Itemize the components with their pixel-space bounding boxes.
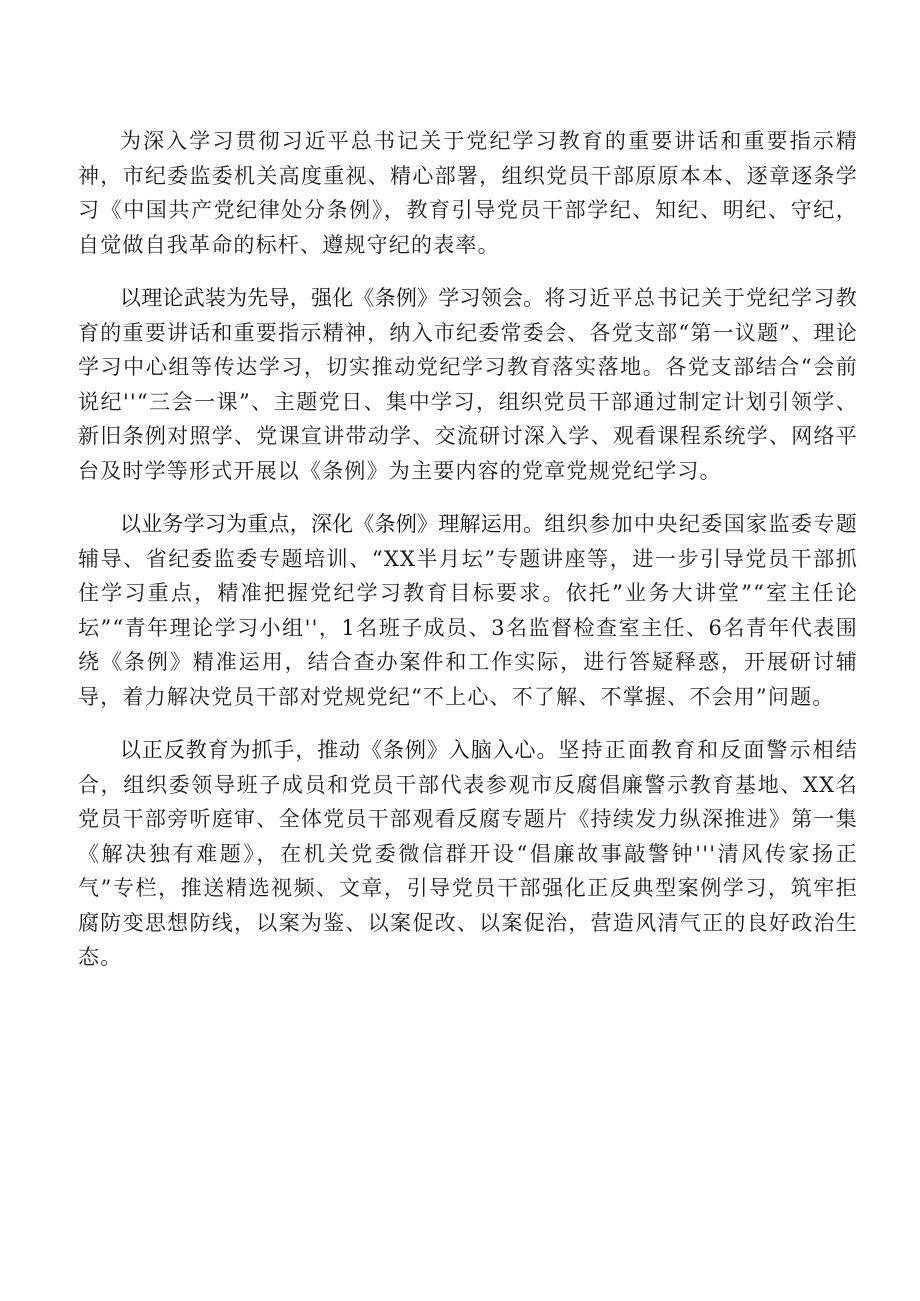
section-paragraph-business [78,507,858,714]
section-paragraph-education [78,733,858,975]
section-heading: 以业务学习为重点，深化《条例》理解运用。 [120,512,545,536]
section-heading: 以正反教育为抓手，推动《条例》入脑入心。 [120,738,559,762]
paragraph-body: 坚持正面教育和反面警示相结合，组织委领导班子成员和党员干部代表参观市反腐倡廉警示教育基地、XX名党员干部旁听庭审、全体党员干部观看反腐专题片《持续发力纵深推进》第一集《解决独有难题》，在机关党委微信群开设“倡廉故事敲警钟'''清风传家扬正气”专栏，推送精选视频、文章，引导党员干部强化正反典型案例学习，筑牢拒腐防变思想防线，以案为鉴、以案促改、以案促治，营造风清气正的良好政治生态。 [78,738,858,969]
intro-paragraph [78,124,858,262]
section-paragraph-theory [78,281,858,488]
paragraph-body: 为深入学习贯彻习近平总书记关于党纪学习教育的重要讲话和重要指示精神，市纪委监委机关高度重视、精心部署，组织党员干部原原本本、逐章逐条学习《中国共产党纪律处分条例》，教育引导党员干部学纪、知纪、明纪、守纪，自觉做自我革命的标杆、遵规守纪的表率。 [78,129,858,257]
paragraph-body: 将习近平总书记关于党纪学习教育的重要讲话和重要指示精神，纳入市纪委常委会、各党支部“第一议题”、理论学习中心组等传达学习，切实推动党纪学习教育落实落地。各党支部结合“会前说纪''“三会一课”、主题党日、集中学习，组织党员干部通过制定计划引领学、新旧条例对照学、党课宣讲带动学、交流研讨深入学、观看课程系统学、网络平台及时学等形式开展以《条例》为主要内容的党章党规党纪学习。 [78,286,858,483]
section-heading: 以理论武装为先导，强化《条例》学习领会。 [120,286,545,310]
paragraph-body: 组织参加中央纪委国家监委专题辅导、省纪委监委专题培训、“XX半月坛”专题讲座等，进一步引导党员干部抓住学习重点，精准把握党纪学习教育目标要求。依托”业务大讲堂”“室主任论坛”“青年理论学习小组''，1名班子成员、3名监督检查室主任、6名青年代表围绕《条例》精准运用，结合查办案件和工作实际，进行答疑释惑，开展研讨辅导，着力解决党员干部对党规党纪“不上心、不了解、不掌握、不会用”问题。 [78,512,858,709]
